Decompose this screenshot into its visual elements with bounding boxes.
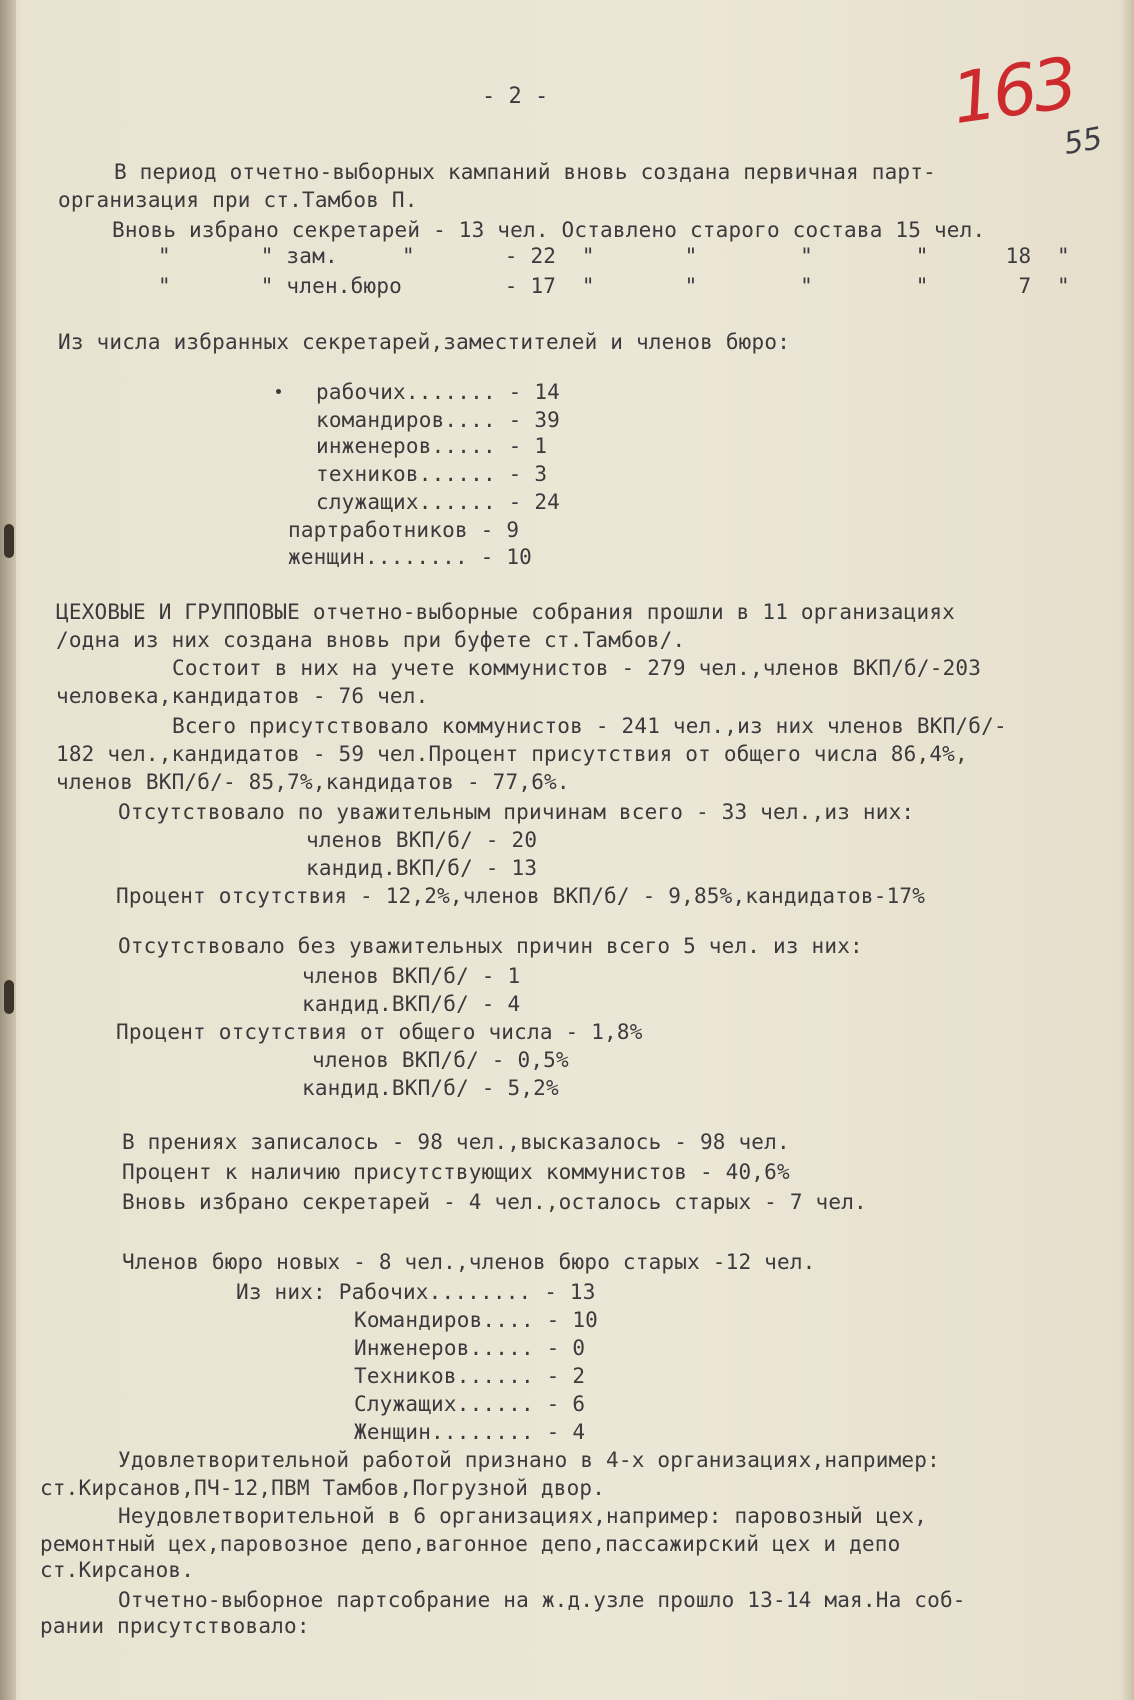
page-number: - 2 -	[482, 84, 549, 109]
text-line: " " зам. " - 22 " " " " 18 "	[158, 244, 1070, 268]
text-line: ст.Кирсанов,ПЧ-12,ПВМ Тамбов,Погрузной двор.	[40, 1476, 606, 1500]
text-line: Процент отсутствия - 12,2%,членов ВКП/б/ - 9,85%,кандидатов-17%	[116, 884, 926, 908]
text-line: Процент к наличию присутствующих коммунистов - 40,6%	[122, 1160, 790, 1184]
list-item: Женщин........ - 4	[354, 1420, 586, 1444]
text-line: кандид.ВКП/б/ - 4	[302, 992, 521, 1016]
list-item: Из них: Рабочих........ - 13	[236, 1280, 596, 1304]
page-binding	[0, 0, 16, 1700]
list-item: служащих...... - 24	[316, 490, 561, 514]
binding-hole	[4, 524, 14, 558]
archive-folio-secondary: 55	[1061, 120, 1105, 163]
text-line: Всего присутствовало коммунистов - 241 чел.,из них членов ВКП/б/-	[172, 714, 1007, 738]
list-item: инженеров..... - 1	[316, 434, 548, 458]
text-line: организация при ст.Тамбов П.	[58, 188, 418, 212]
text-line: 182 чел.,кандидатов - 59 чел.Процент присутствия от общего числа 86,4%,	[56, 742, 968, 766]
text-line: Членов бюро новых - 8 чел.,членов бюро старых -12 чел.	[122, 1250, 816, 1274]
text-line: В прениях записалось - 98 чел.,высказалось - 98 чел.	[122, 1130, 790, 1154]
text-line: " " член.бюро - 17 " " " " 7 "	[158, 274, 1070, 298]
text-line: /одна из них создана вновь при буфете ст.Тамбов/.	[56, 628, 686, 652]
text-line: ст.Кирсанов.	[40, 1558, 195, 1582]
archive-folio-number: 163	[946, 41, 1079, 141]
list-item: Служащих...... - 6	[354, 1392, 586, 1416]
page-edge	[1120, 0, 1134, 1700]
text-line: Отчетно-выборное партсобрание на ж.д.узле прошло 13-14 мая.На соб-	[118, 1588, 966, 1612]
text-line: членов ВКП/б/ - 0,5%	[312, 1048, 569, 1072]
list-item: женщин........ - 10	[288, 545, 533, 569]
list-item: командиров.... - 39	[316, 408, 561, 432]
bullet-mark	[276, 389, 281, 394]
text-line: рании присутствовало:	[40, 1614, 310, 1638]
text-line: членов ВКП/б/- 85,7%,кандидатов - 77,6%.	[56, 770, 570, 794]
list-item: партработников - 9	[288, 518, 520, 542]
text-line: кандид.ВКП/б/ - 5,2%	[302, 1076, 559, 1100]
binding-hole	[4, 980, 14, 1014]
text-line: членов ВКП/б/ - 1	[302, 964, 521, 988]
text-line: ЦЕХОВЫЕ И ГРУППОВЫЕ отчетно-выборные собрания прошли в 11 организациях	[56, 600, 956, 624]
list-item: Командиров.... - 10	[354, 1308, 599, 1332]
text-line: Вновь избрано секретарей - 13 чел. Оставлено старого состава 15 чел.	[112, 218, 986, 242]
list-item: рабочих....... - 14	[316, 380, 561, 404]
text-line: Удовлетворительной работой признано в 4-х организациях,например:	[118, 1448, 940, 1472]
text-line: Состоит в них на учете коммунистов - 279 чел.,членов ВКП/б/-203	[172, 656, 982, 680]
text-line: Вновь избрано секретарей - 4 чел.,осталось старых - 7 чел.	[122, 1190, 867, 1214]
text-line: Отсутствовало без уважительных причин всего 5 чел. из них:	[118, 934, 863, 958]
text-line: Неудовлетворительной в 6 организациях,например: паровозный цех,	[118, 1504, 928, 1528]
list-item: Техников...... - 2	[354, 1364, 586, 1388]
list-item: Инженеров..... - 0	[354, 1336, 586, 1360]
list-item: техников...... - 3	[316, 462, 548, 486]
text-line: членов ВКП/б/ - 20	[306, 828, 538, 852]
text-line: ремонтный цех,паровозное депо,вагонное депо,пассажирский цех и депо	[40, 1532, 901, 1556]
text-line: Из числа избранных секретарей,заместителей и членов бюро:	[58, 330, 791, 354]
text-line: кандид.ВКП/б/ - 13	[306, 856, 538, 880]
text-line: Процент отсутствия от общего числа - 1,8%	[116, 1020, 643, 1044]
text-line: В период отчетно-выборных кампаний вновь создана первичная парт-	[114, 160, 936, 184]
text-line: человека,кандидатов - 76 чел.	[56, 684, 429, 708]
text-line: Отсутствовало по уважительным причинам всего - 33 чел.,из них:	[118, 800, 915, 824]
